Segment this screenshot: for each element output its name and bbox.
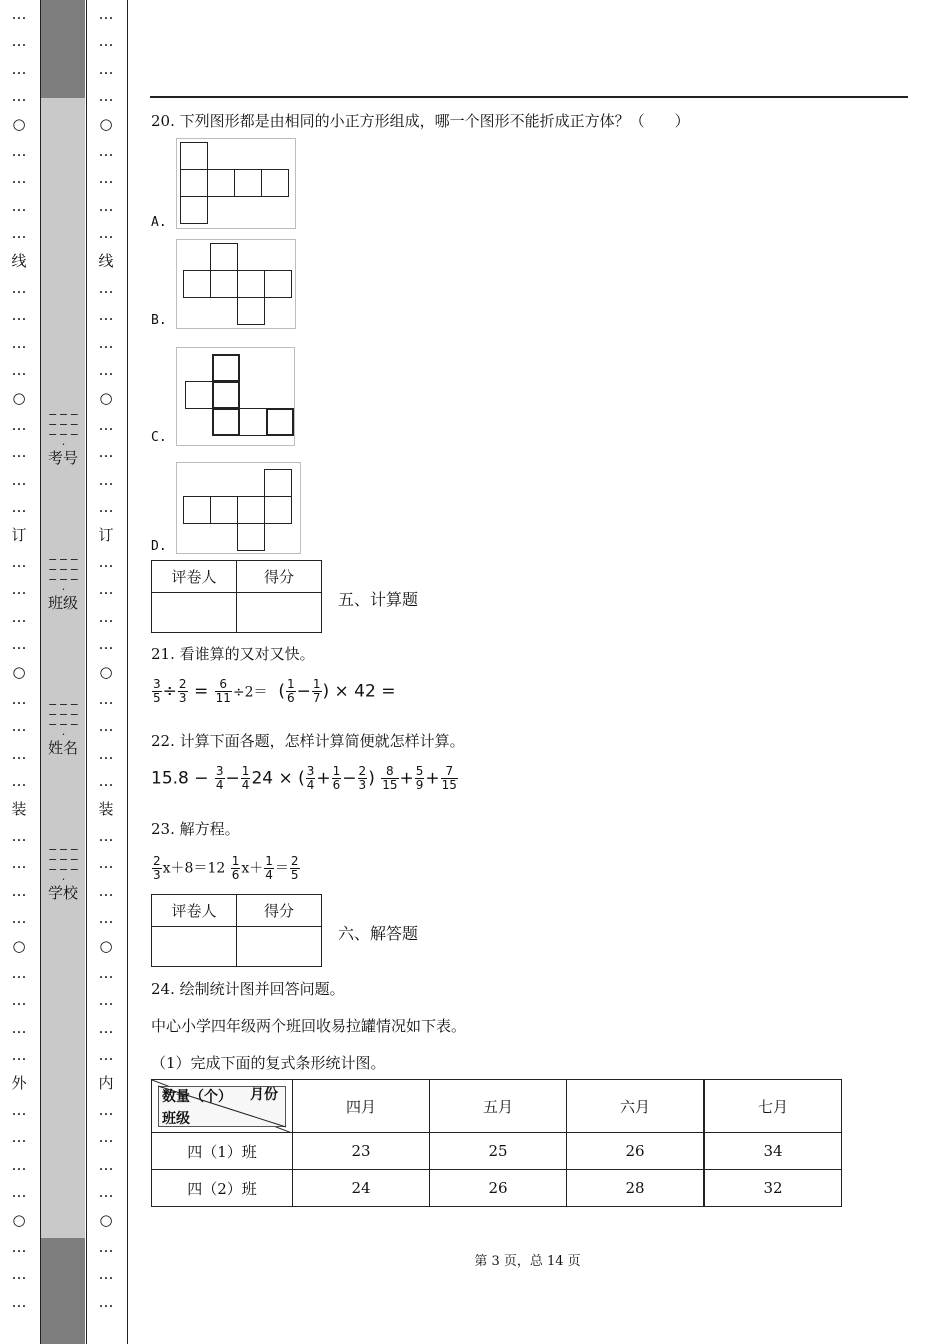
- option-b-label: B.: [151, 313, 167, 328]
- field-school-label: 学校: [48, 884, 79, 902]
- margin-mark: …: [11, 416, 27, 434]
- margin-mark: …: [98, 1128, 114, 1147]
- margin-mark: …: [98, 59, 114, 78]
- table-cell: 26: [567, 1133, 705, 1170]
- margin-mark: …: [98, 5, 114, 23]
- margin-mark: …: [11, 772, 27, 791]
- cans-table: [151, 1079, 842, 1207]
- q21-expressions: $\frac{3}{5}$ ÷ $\frac{2}{3}$ = $\frac{6}{11}$ ÷2＝ ( $\frac{1}{6}$ − $\frac{1}{7}$ ) × 42 =: [153, 677, 396, 705]
- margin-mark: …: [11, 881, 27, 900]
- margin-mark: …: [98, 881, 114, 900]
- grader-reviewer-label: 评卷人: [152, 561, 237, 593]
- q21-frac-a: $\frac{3}{5}$: [153, 677, 161, 705]
- grader-reviewer-cell[interactable]: [152, 593, 237, 633]
- margin-mark: …: [98, 87, 114, 106]
- margin-mark: ○: [99, 936, 113, 955]
- table-cell: 28: [567, 1170, 705, 1207]
- binding-band: [40, 98, 85, 1238]
- margin-mark: …: [11, 553, 27, 571]
- corner-class-label: 班级: [162, 1111, 190, 1127]
- margin-mark: …: [98, 607, 114, 626]
- left-cut-line: [0, 0, 41, 1344]
- margin-mark: ○: [99, 1210, 113, 1229]
- net-b: [176, 239, 296, 329]
- month-header: 七月: [704, 1080, 842, 1133]
- month-header: 五月: [430, 1080, 567, 1133]
- option-a-label: A.: [151, 215, 167, 230]
- margin-mark: …: [98, 772, 114, 791]
- table-cell: 23: [293, 1133, 430, 1170]
- margin-mark: …: [11, 1046, 27, 1065]
- margin-mark: …: [11, 1128, 27, 1147]
- margin-mark: ○: [12, 388, 26, 407]
- table-cell: 26: [430, 1170, 567, 1207]
- row-label: 四（2）班: [152, 1170, 293, 1207]
- q21-frac-b: $\frac{2}{3}$: [178, 677, 187, 705]
- margin-mark: …: [11, 991, 27, 1010]
- q20-text: 20. 下列图形都是由相同的小正方形组成，哪一个图形不能折成正方体？（ ）: [151, 112, 690, 130]
- corner-quantity-label: 数量（个）: [162, 1089, 232, 1105]
- margin-mark: …: [98, 196, 114, 215]
- table-cell: 32: [704, 1170, 842, 1207]
- field-class: − − − − − − − − − · 班级: [48, 553, 79, 612]
- margin-mark: …: [98, 169, 114, 188]
- margin-mark: …: [11, 498, 27, 517]
- margin-mark: …: [98, 443, 114, 462]
- margin-mark: …: [11, 854, 27, 873]
- margin-mark: …: [11, 909, 27, 928]
- margin-mark: …: [11, 607, 27, 626]
- margin-mark: …: [98, 1101, 114, 1119]
- margin-mark: …: [11, 1101, 27, 1119]
- margin-mark: ○: [12, 936, 26, 955]
- margin-mark: 外: [11, 1073, 27, 1092]
- margin-mark: …: [98, 32, 114, 51]
- margin-mark: …: [98, 1155, 114, 1174]
- field-name: − − − − − − − − − · 姓名: [48, 698, 79, 757]
- margin-mark: …: [98, 498, 114, 517]
- margin-mark: …: [11, 306, 27, 325]
- table-cell: 24: [293, 1170, 430, 1207]
- margin-mark: …: [98, 690, 114, 708]
- margin-mark: …: [11, 443, 27, 462]
- margin-mark: …: [98, 333, 114, 352]
- margin-mark: …: [98, 416, 114, 434]
- margin-mark: …: [11, 1265, 27, 1284]
- margin-mark: …: [11, 717, 27, 736]
- table-cell: 25: [430, 1133, 567, 1170]
- margin-mark: …: [98, 909, 114, 928]
- margin-mark: …: [98, 827, 114, 845]
- grader-score-label: 得分: [237, 895, 322, 927]
- field-class-label: 班级: [48, 594, 79, 612]
- margin-mark: …: [98, 1238, 114, 1256]
- q24-part1: （1）完成下面的复式条形统计图。: [151, 1054, 386, 1072]
- q23-equations: $\frac{2}{3}$ x＋8＝12 $\frac{1}{6}$ x＋ $\frac{1}{4}$ ＝ $\frac{2}{5}$: [153, 854, 299, 882]
- margin-mark: …: [98, 470, 114, 489]
- margin-mark: …: [11, 333, 27, 352]
- net-a: [176, 138, 296, 229]
- option-c-label: C.: [151, 430, 167, 445]
- grader-score-cell[interactable]: [237, 593, 322, 633]
- table-row: [152, 1133, 842, 1170]
- margin-mark: …: [11, 32, 27, 51]
- q21-text: 21. 看谁算的又对又快。: [151, 645, 315, 663]
- header-rule: [150, 96, 908, 98]
- table-cell: 34: [704, 1133, 842, 1170]
- margin-mark: …: [98, 635, 114, 654]
- margin-mark: 订: [98, 525, 114, 544]
- margin-mark: …: [11, 196, 27, 215]
- field-exam-number-label: 考号: [48, 449, 79, 467]
- net-d: [176, 462, 301, 554]
- margin-mark: …: [98, 1292, 114, 1311]
- margin-mark: …: [11, 580, 27, 599]
- margin-mark: …: [98, 580, 114, 599]
- net-c: [176, 347, 295, 446]
- grader-table-5: [151, 560, 322, 633]
- margin-mark: …: [11, 279, 27, 297]
- margin-mark: 内: [98, 1073, 114, 1092]
- margin-mark: …: [11, 361, 27, 380]
- margin-mark: …: [11, 1292, 27, 1311]
- margin-mark: …: [98, 991, 114, 1010]
- field-name-label: 姓名: [48, 739, 79, 757]
- margin-mark: …: [11, 690, 27, 708]
- q21-frac-c: $\frac{6}{11}$: [215, 677, 231, 705]
- margin-mark: …: [11, 142, 27, 160]
- margin-mark: ○: [12, 114, 26, 133]
- margin-mark: 订: [11, 525, 27, 544]
- margin-mark: …: [98, 1018, 114, 1037]
- margin-mark: …: [98, 1265, 114, 1284]
- margin-mark: …: [98, 553, 114, 571]
- margin-mark: …: [11, 1018, 27, 1037]
- margin-mark: …: [98, 306, 114, 325]
- margin-mark: ○: [99, 388, 113, 407]
- grader-table-6: [151, 894, 322, 967]
- grader-score-label: 得分: [237, 561, 322, 593]
- q21-frac-e: $\frac{1}{7}$: [312, 677, 321, 705]
- margin-mark: …: [98, 1046, 114, 1065]
- grader-reviewer-label: 评卷人: [152, 895, 237, 927]
- margin-mark: …: [98, 361, 114, 380]
- page-footer: 第 3 页，总 14 页: [474, 1254, 581, 1269]
- section-5-title: 五、计算题: [338, 590, 419, 609]
- margin-mark: …: [98, 279, 114, 297]
- month-header: 六月: [567, 1080, 705, 1133]
- margin-mark: …: [98, 717, 114, 736]
- margin-mark: 线: [11, 251, 27, 270]
- margin-mark: …: [11, 5, 27, 23]
- margin-mark: 装: [98, 799, 114, 818]
- margin-mark: …: [11, 224, 27, 243]
- section-6-title: 六、解答题: [338, 924, 419, 943]
- right-cut-line: [86, 0, 128, 1344]
- margin-mark: 装: [11, 799, 27, 818]
- table-row: [152, 1170, 842, 1207]
- margin-mark: …: [98, 964, 114, 982]
- field-exam-number: − − − − − − − − − · 考号: [48, 408, 79, 467]
- grader-reviewer-cell[interactable]: [152, 927, 237, 967]
- margin-mark: 线: [98, 251, 114, 270]
- margin-mark: …: [11, 1238, 27, 1256]
- margin-mark: …: [98, 142, 114, 160]
- margin-mark: …: [11, 744, 27, 763]
- margin-mark: …: [98, 224, 114, 243]
- q22-text: 22. 计算下面各题，怎样计算简便就怎样计算。: [151, 732, 465, 750]
- margin-mark: ○: [12, 1210, 26, 1229]
- q22-expressions: 15.8 − $\frac{3}{4}$ − $\frac{1}{4}$ 24 × ( $\frac{3}{4}$ + $\frac{1}{6}$ − $\frac{2}{3}$ ) $\frac{8}{15}$ + $\frac{5}{9}$ + $\frac{7}{15}$: [151, 764, 457, 792]
- grader-score-cell[interactable]: [237, 927, 322, 967]
- margin-mark: …: [11, 635, 27, 654]
- margin-mark: ○: [99, 114, 113, 133]
- q24-intro: 中心小学四年级两个班回收易拉罐情况如下表。: [151, 1017, 467, 1035]
- margin-mark: …: [98, 744, 114, 763]
- margin-mark: ○: [99, 662, 113, 681]
- margin-mark: …: [11, 1155, 27, 1174]
- table-corner-cell: [152, 1080, 293, 1133]
- margin-mark: …: [11, 59, 27, 78]
- margin-mark: …: [11, 1183, 27, 1202]
- margin-mark: …: [11, 470, 27, 489]
- month-header: 四月: [293, 1080, 430, 1133]
- corner-month-label: 月份: [250, 1087, 278, 1103]
- margin-mark: ○: [12, 662, 26, 681]
- q24-text: 24. 绘制统计图并回答问题。: [151, 980, 345, 998]
- margin-mark: …: [11, 964, 27, 982]
- binding-band-top: [40, 0, 85, 98]
- q21-frac-d: $\frac{1}{6}$: [286, 677, 295, 705]
- row-label: 四（1）班: [152, 1133, 293, 1170]
- margin-mark: …: [98, 854, 114, 873]
- option-d-label: D.: [151, 539, 167, 554]
- field-school: − − − − − − − − − · 学校: [48, 843, 79, 902]
- q23-text: 23. 解方程。: [151, 820, 240, 838]
- margin-mark: …: [11, 87, 27, 106]
- margin-mark: …: [11, 169, 27, 188]
- margin-mark: …: [98, 1183, 114, 1202]
- margin-mark: …: [11, 827, 27, 845]
